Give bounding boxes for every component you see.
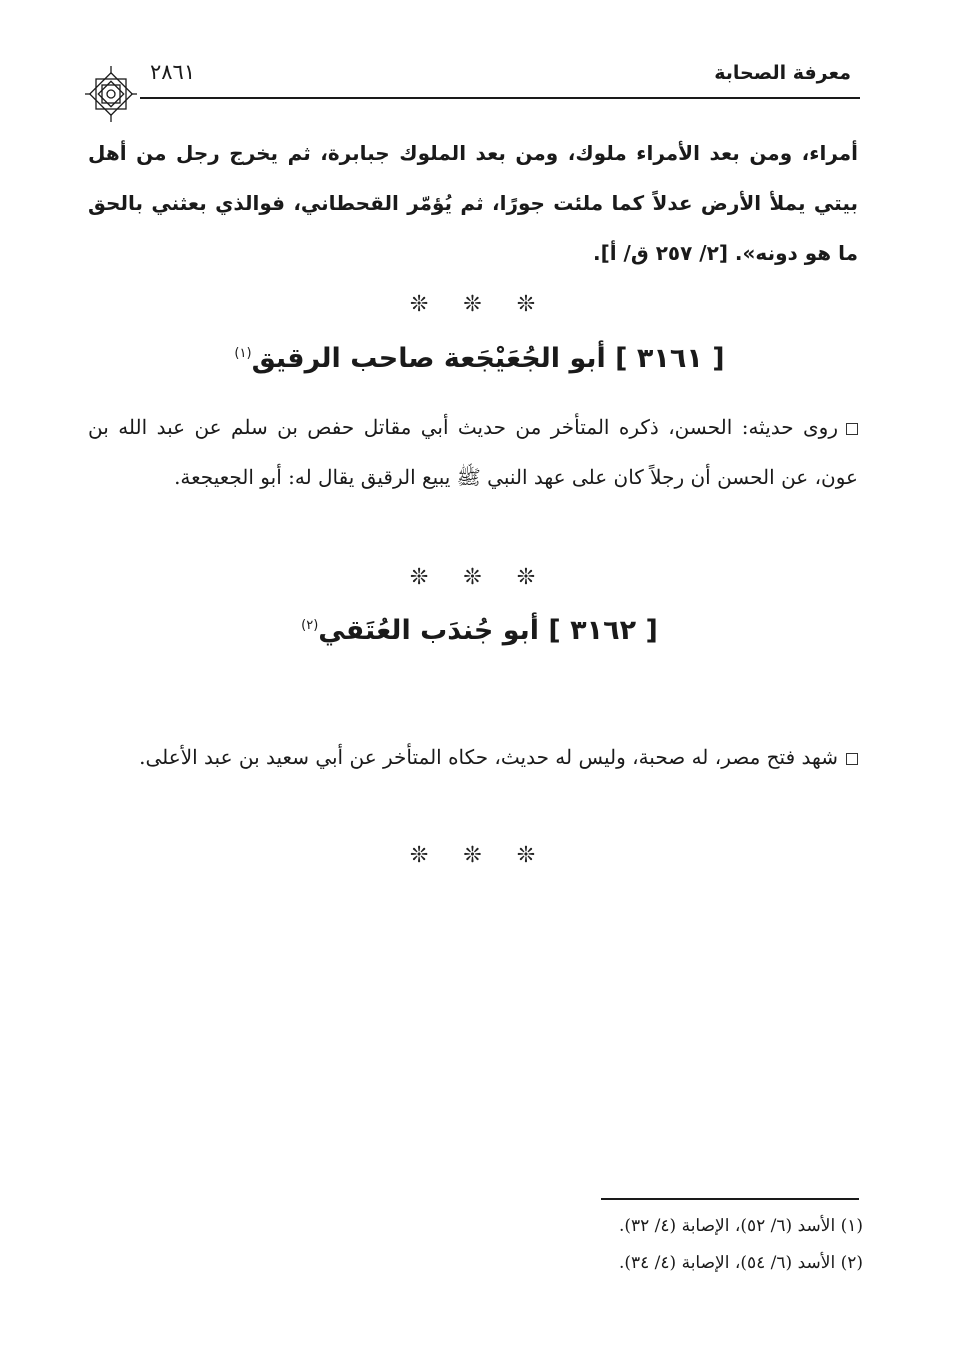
entry-title-3161 (0, 343, 959, 374)
square-bullet-icon (846, 423, 858, 435)
entry-title-3162 (0, 615, 959, 646)
running-header-title: معرفة الصحابة (714, 62, 851, 84)
section-separator: ❊ ❊ ❊ (409, 292, 550, 317)
footnote-ref: (١) (234, 346, 252, 361)
entry-title-text: [ ٣١٦١ ] أبو الجُعَيْجَعة صاحب الرقيق (251, 343, 725, 374)
decorative-ornament-icon (82, 62, 140, 126)
continuation-paragraph: أمراء، ومن بعد الأمراء ملوك، ومن بعد الملوك جبابرة، ثم يخرج رجل من أهل بيتي يملأ الأرض عدلاً كما ملئت جورًا، ثم يُؤمّر القحطاني، فوالذي بعثني بالحق ما هو دونه». [٢/ ٢٥٧ ق/ أ]. (88, 141, 858, 265)
entry-3161-paragraph (88, 402, 858, 502)
header-divider (140, 97, 860, 99)
entry-3162-paragraph (88, 732, 858, 782)
footnote-1: (١) الأسد (٦/ ٥٢)، الإصابة (٤/ ٣٢). (618, 1216, 863, 1236)
entry-3161-text: روى حديثه: الحسن، ذكره المتأخر من حديث أبي مقاتل حفص بن سلم عن عبد الله بن عون، عن الحسن أن رجلاً كان على عهد النبي ﷺ يبيع الرقيق يقال له: أبو الجعيجعة. (88, 415, 858, 489)
footnote-ref: (٢) (301, 618, 319, 633)
footnote-divider (601, 1198, 859, 1200)
square-bullet-icon (846, 753, 858, 765)
page-number: ٢٨٦١ (150, 60, 196, 84)
section-separator: ❊ ❊ ❊ (409, 843, 550, 868)
section-separator: ❊ ❊ ❊ (409, 565, 550, 590)
footnote-2: (٢) الأسد (٦/ ٥٤)، الإصابة (٤/ ٣٤). (618, 1253, 863, 1273)
entry-title-text: [ ٣١٦٢ ] أبو جُندَب العُتَقي (318, 615, 658, 646)
entry-3162-text: شهد فتح مصر، له صحبة، وليس له حديث، حكاه المتأخر عن أبي سعيد بن عبد الأعلى. (139, 745, 838, 769)
